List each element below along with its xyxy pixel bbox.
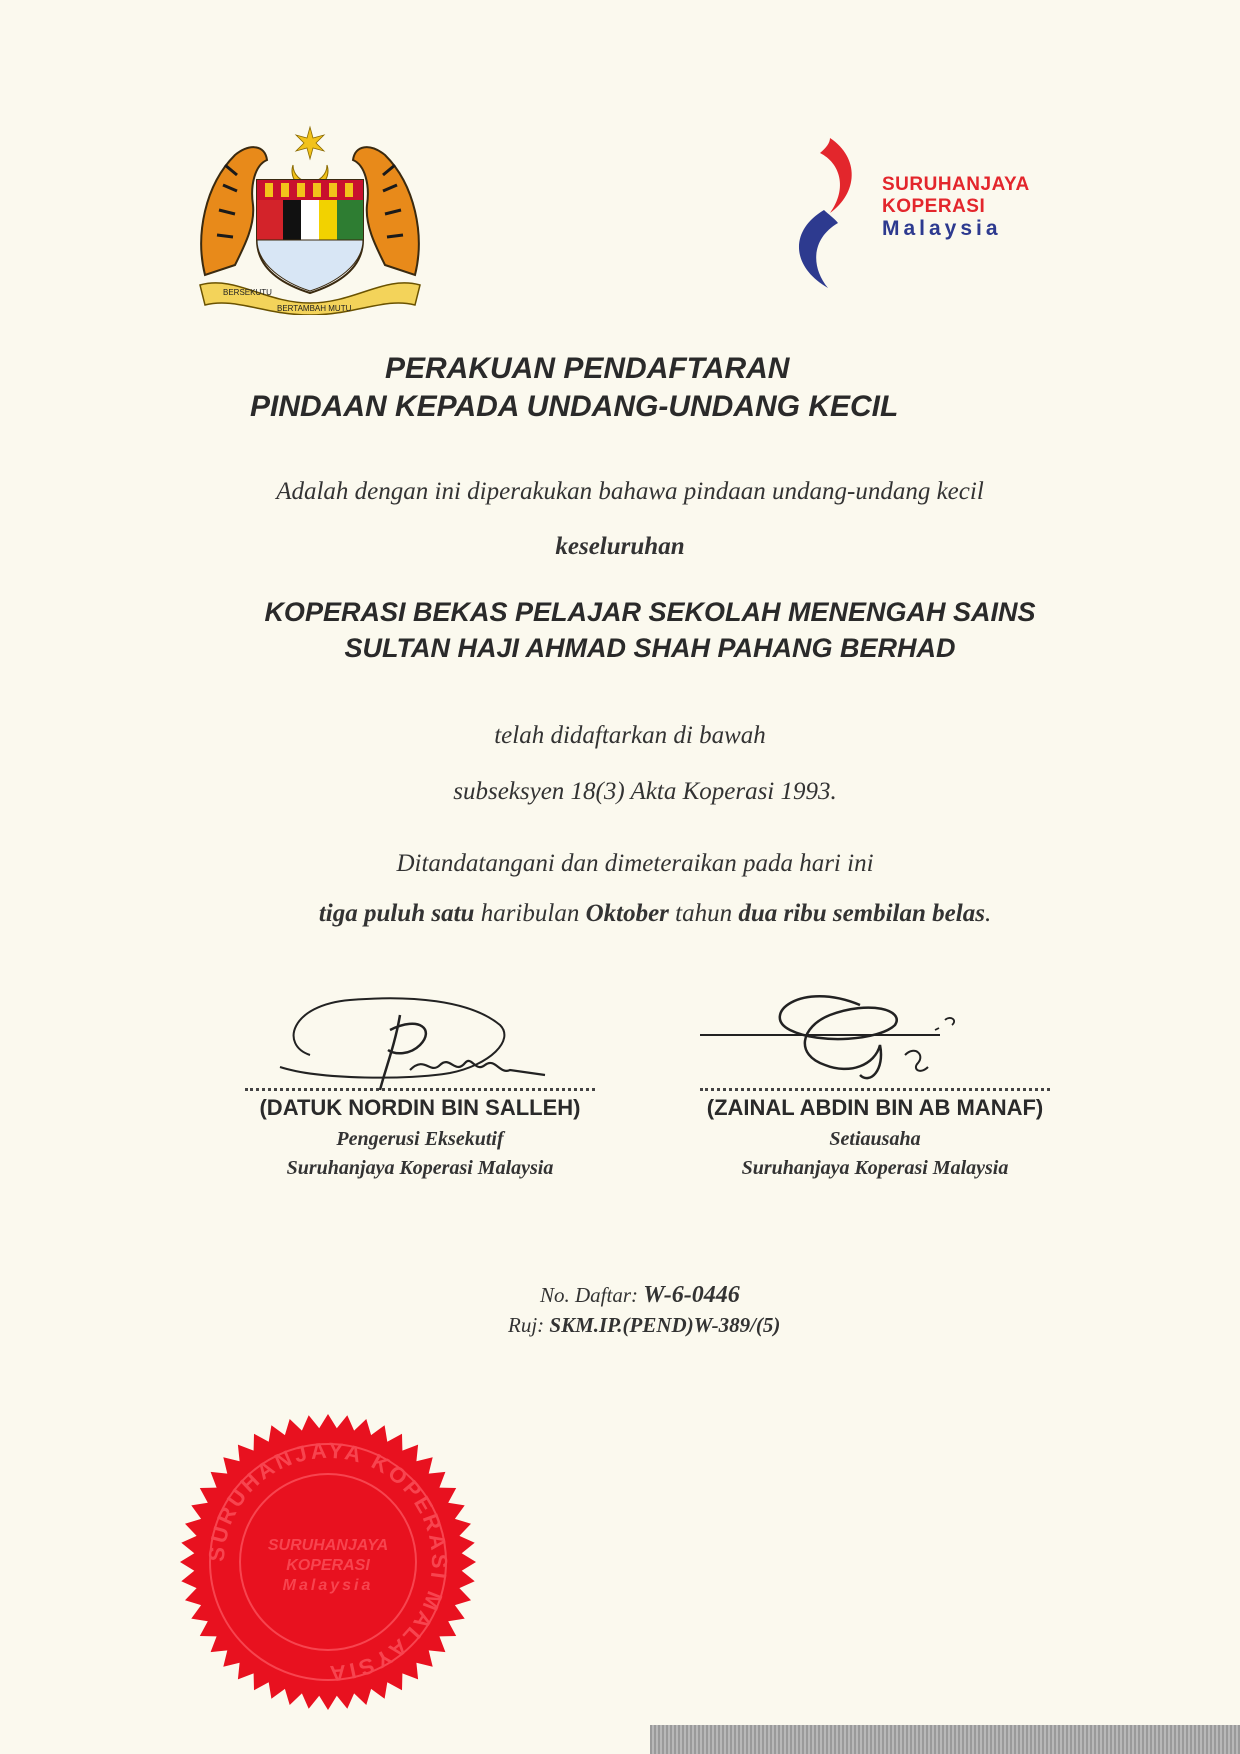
signature-secretary bbox=[680, 985, 1010, 1095]
reference-number bbox=[508, 1313, 780, 1338]
reference-label: Ruj: bbox=[508, 1313, 545, 1337]
logo-line-2: KOPERASI bbox=[882, 196, 986, 217]
signatory-name: (ZAINAL ABDIN BIN AB MANAF) bbox=[706, 1095, 1044, 1120]
crest-ribbon-bottom: BERTAMBAH MUTU bbox=[277, 304, 352, 313]
seal-center-line-1: SURUHANJAYA bbox=[267, 1537, 389, 1554]
amendment-scope: keseluruhan bbox=[555, 533, 685, 560]
scan-edge-strip bbox=[650, 1725, 1240, 1754]
skm-logo bbox=[790, 138, 1060, 288]
date-month: Oktober bbox=[585, 900, 669, 927]
seal-center-line-3: Malaysia bbox=[282, 1577, 374, 1594]
cooperative-name-line-2: SULTAN HAJI AHMAD SHAH PAHANG BERHAD bbox=[344, 633, 956, 663]
registration-number-value: W-6-0446 bbox=[643, 1282, 740, 1308]
signatory-role: Pengerusi Eksekutif bbox=[336, 1128, 504, 1150]
date-word-haribulan: haribulan bbox=[480, 900, 580, 927]
signature-line-secretary bbox=[700, 1088, 1050, 1091]
registration-number-label: No. Daftar: bbox=[540, 1283, 639, 1307]
signature-chairman bbox=[260, 985, 590, 1095]
signatory-name: (DATUK NORDIN BIN SALLEH) bbox=[259, 1095, 581, 1120]
registered-line-1: telah didaftarkan di bawah bbox=[494, 722, 766, 749]
date-day: tiga puluh satu bbox=[318, 900, 475, 927]
cooperative-name-line-1: KOPERASI BEKAS PELAJAR SEKOLAH MENENGAH SAINS bbox=[264, 597, 1036, 627]
registered-line-2: subseksyen 18(3) Akta Koperasi 1993. bbox=[453, 778, 837, 805]
date-end: . bbox=[984, 900, 992, 927]
certificate-title bbox=[250, 350, 1010, 426]
seal-center-line-2: KOPERASI bbox=[286, 1557, 370, 1574]
title-line-1: PERAKUAN PENDAFTARAN bbox=[385, 352, 790, 385]
signatory-role: Setiausaha bbox=[829, 1128, 921, 1150]
signature-line-chairman bbox=[245, 1088, 595, 1091]
skm-flame-icon bbox=[790, 138, 862, 288]
reference-value: SKM.IP.(PEND)W-389/(5) bbox=[549, 1313, 781, 1337]
coat-of-arms-emblem bbox=[195, 125, 425, 315]
title-line-2: PINDAAN KEPADA UNDANG-UNDANG KECIL bbox=[250, 390, 899, 423]
intro-text: Adalah dengan ini diperakukan bahawa pindaan undang-undang kecil bbox=[276, 478, 984, 505]
seal-ring-text: SURUHANJAYA KOPERASI MALAYSIA bbox=[203, 1437, 453, 1687]
date-year: dua ribu sembilan belas bbox=[738, 900, 985, 927]
official-seal bbox=[178, 1412, 478, 1712]
signed-line: Ditandatangani dan dimeteraikan pada hari ini bbox=[396, 850, 874, 877]
logo-line-3: Malaysia bbox=[882, 217, 1002, 240]
crest-ribbon-left: BERSEKUTU bbox=[223, 288, 272, 297]
signatory-organization: Suruhanjaya Koperasi Malaysia bbox=[286, 1157, 554, 1179]
date-line bbox=[35, 900, 1240, 928]
logo-line-1: SURUHANJAYA bbox=[882, 174, 1030, 195]
cooperative-name bbox=[240, 594, 1060, 666]
registration-number bbox=[540, 1282, 740, 1309]
date-word-tahun: tahun bbox=[675, 900, 733, 927]
signatory-organization: Suruhanjaya Koperasi Malaysia bbox=[741, 1157, 1009, 1179]
